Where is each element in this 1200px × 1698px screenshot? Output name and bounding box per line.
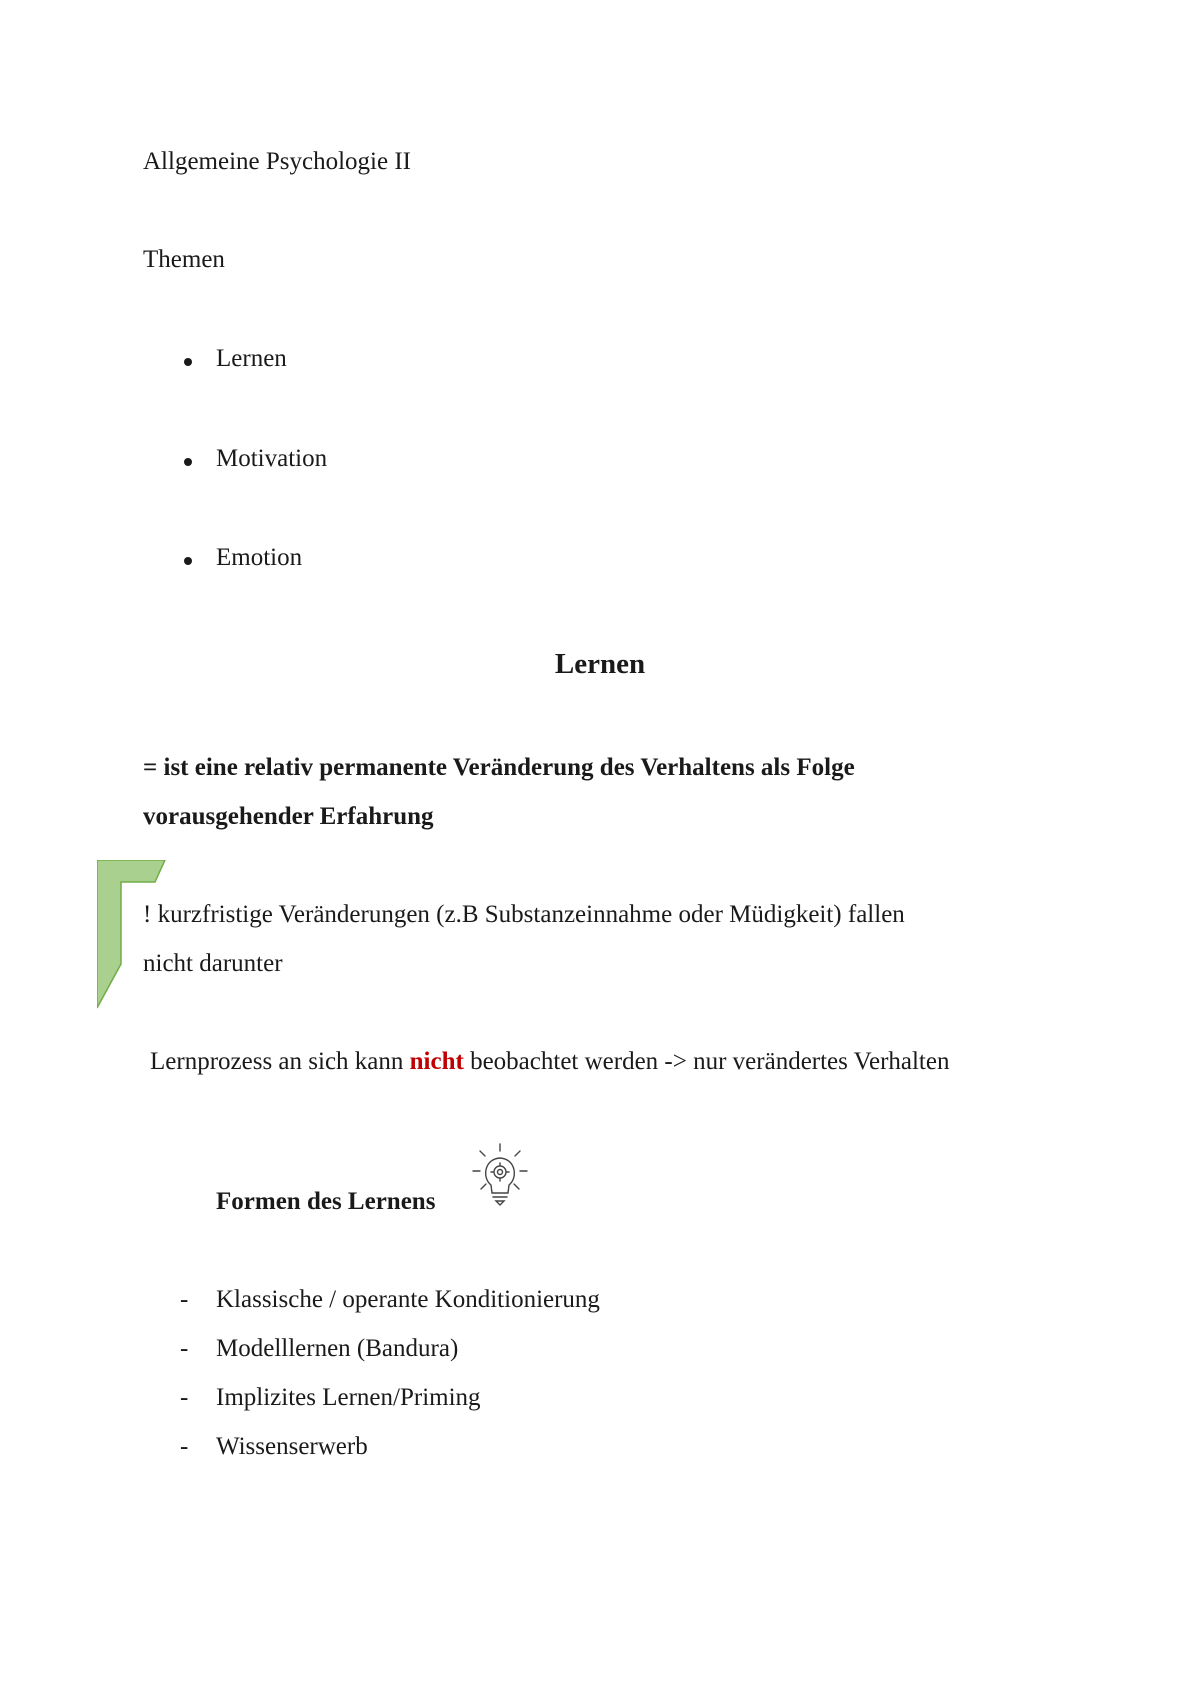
- forms-item: Wissenserwerb: [216, 1433, 368, 1460]
- bullet-icon: [184, 557, 192, 565]
- corner-bracket-shape: [97, 860, 169, 1010]
- note-line-2: nicht darunter: [143, 950, 283, 977]
- process-statement: [150, 1047, 949, 1077]
- topic-item: Motivation: [216, 445, 328, 472]
- bullet-icon: [184, 358, 192, 366]
- definition-line-2: vorausgehender Erfahrung: [143, 803, 434, 830]
- note-line-1: ! kurzfristige Veränderungen (z.B Substanzeinnahme oder Müdigkeit) fallen: [143, 901, 905, 928]
- topics-label: Themen: [143, 246, 225, 273]
- process-text-before: Lernprozess an sich kann: [150, 1048, 410, 1075]
- dash-marker: -: [180, 1286, 189, 1313]
- topic-item: Emotion: [216, 544, 303, 571]
- dash-marker: -: [180, 1384, 189, 1411]
- definition-line-1: = ist eine relativ permanente Veränderung des Verhaltens als Folge: [143, 754, 855, 781]
- forms-heading: Formen des Lernens: [216, 1188, 436, 1215]
- bullet-icon: [184, 458, 192, 466]
- lightbulb-gear-icon: [470, 1143, 530, 1211]
- section-heading: Lernen: [554, 648, 646, 680]
- forms-item: Modelllernen (Bandura): [216, 1335, 459, 1362]
- dash-marker: -: [180, 1433, 189, 1460]
- course-title: Allgemeine Psychologie II: [143, 148, 411, 175]
- process-text-after: beobachtet werden -> nur verändertes Verhalten: [463, 1048, 950, 1075]
- forms-item: Implizites Lernen/Priming: [216, 1384, 481, 1411]
- process-emphasis: nicht: [409, 1048, 464, 1075]
- forms-item: Klassische / operante Konditionierung: [216, 1286, 600, 1313]
- topic-item: Lernen: [216, 345, 287, 372]
- dash-marker: -: [180, 1335, 189, 1362]
